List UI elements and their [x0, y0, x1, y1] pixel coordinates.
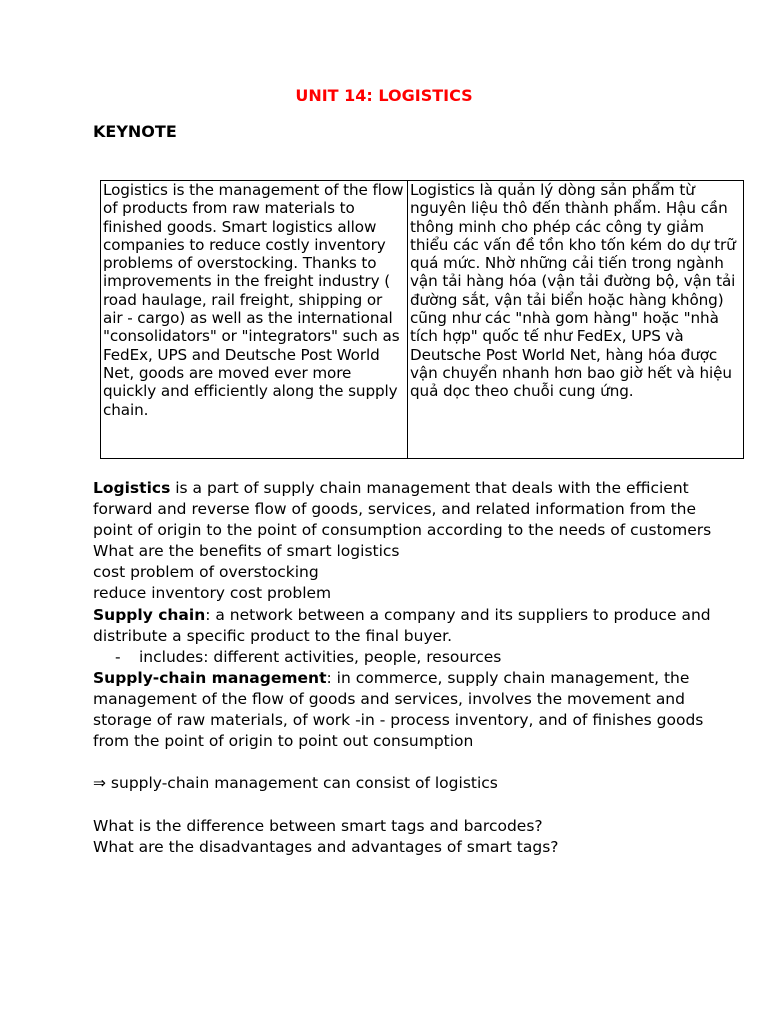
logistics-definition [93, 478, 733, 541]
benefit-item: cost problem of overstocking [93, 563, 319, 582]
keynote-table [100, 180, 744, 459]
scm-definition-text: : in commerce, supply chain management, the management of the flow of goods and services, involves the movement and storage of raw materials, of work -in - process inventory, and of finishes goods from the point of origin to point out consumption [93, 668, 704, 751]
keynote-vietnamese-cell: Logistics là quản lý dòng sản phẩm từ nguyên liệu thô đến thành phẩm. Hậu cần thông minh cho phép các công ty giảm thiểu các vấn đề tồn kho tốn kém do dự trữ quá mức. Nhờ những cải tiến trong ngành vận tải hàng hóa (vận tải đường bộ, vận tải đường sắt, vận tải biển hoặc hàng không) cũng như các "nhà gom hàng" hoặc "nhà tích hợp" quốc tế như FedEx, UPS và Deutsche Post World Net, hàng hóa được vận chuyển nhanh hơn bao giờ hết và hiệu quả dọc theo chuỗi cung ứng. [408, 181, 744, 459]
body-text [93, 478, 733, 858]
logistics-term: Logistics [93, 479, 171, 497]
scm-term: Supply-chain management [93, 668, 327, 687]
conclusion: ⇒ supply-chain management can consist of logistics [93, 774, 498, 793]
blank-line [93, 794, 733, 815]
benefit-item: reduce inventory cost problem [93, 584, 332, 603]
keynote-english-cell: Logistics is the management of the flow of products from raw materials to finished goods. Smart logistics allow companies to reduce costly inventory problems of overstocking. Thanks to improvements in the freight industry ( road haulage, rail freight, shipping or air - cargo) as well as the international "consolidators" or "integrators" such as FedEx, UPS and Deutsche Post World Net, goods are moved ever more quickly and efficiently along the supply chain. [101, 181, 408, 459]
keynote-heading: KEYNOTE [93, 122, 177, 141]
supply-chain-term: Supply chain [93, 605, 206, 624]
benefits-question: What are the benefits of smart logistics [93, 542, 400, 561]
supply-chain-definition-text: : a network between a company and its suppliers to produce and distribute a specific product to the final buyer. [93, 605, 711, 645]
bullet-item [93, 647, 733, 668]
page-title: UNIT 14: LOGISTICS [295, 86, 473, 105]
question: What are the disadvantages and advantages of smart tags? [93, 837, 559, 856]
bullet-dash: - [115, 647, 121, 666]
scm-definition [93, 668, 733, 752]
logistics-definition-text: is a part of supply chain management that deals with the efficient forward and reverse flow of goods, services, and related information from the point of origin to the point of consumption according to the needs of customers [93, 479, 712, 540]
question: What is the difference between smart tags and barcodes? [93, 816, 543, 835]
blank-line [93, 752, 733, 773]
keynote-table-row [101, 181, 744, 459]
supply-chain-definition [93, 605, 733, 647]
bullet-text: includes: different activities, people, resources [139, 647, 502, 666]
